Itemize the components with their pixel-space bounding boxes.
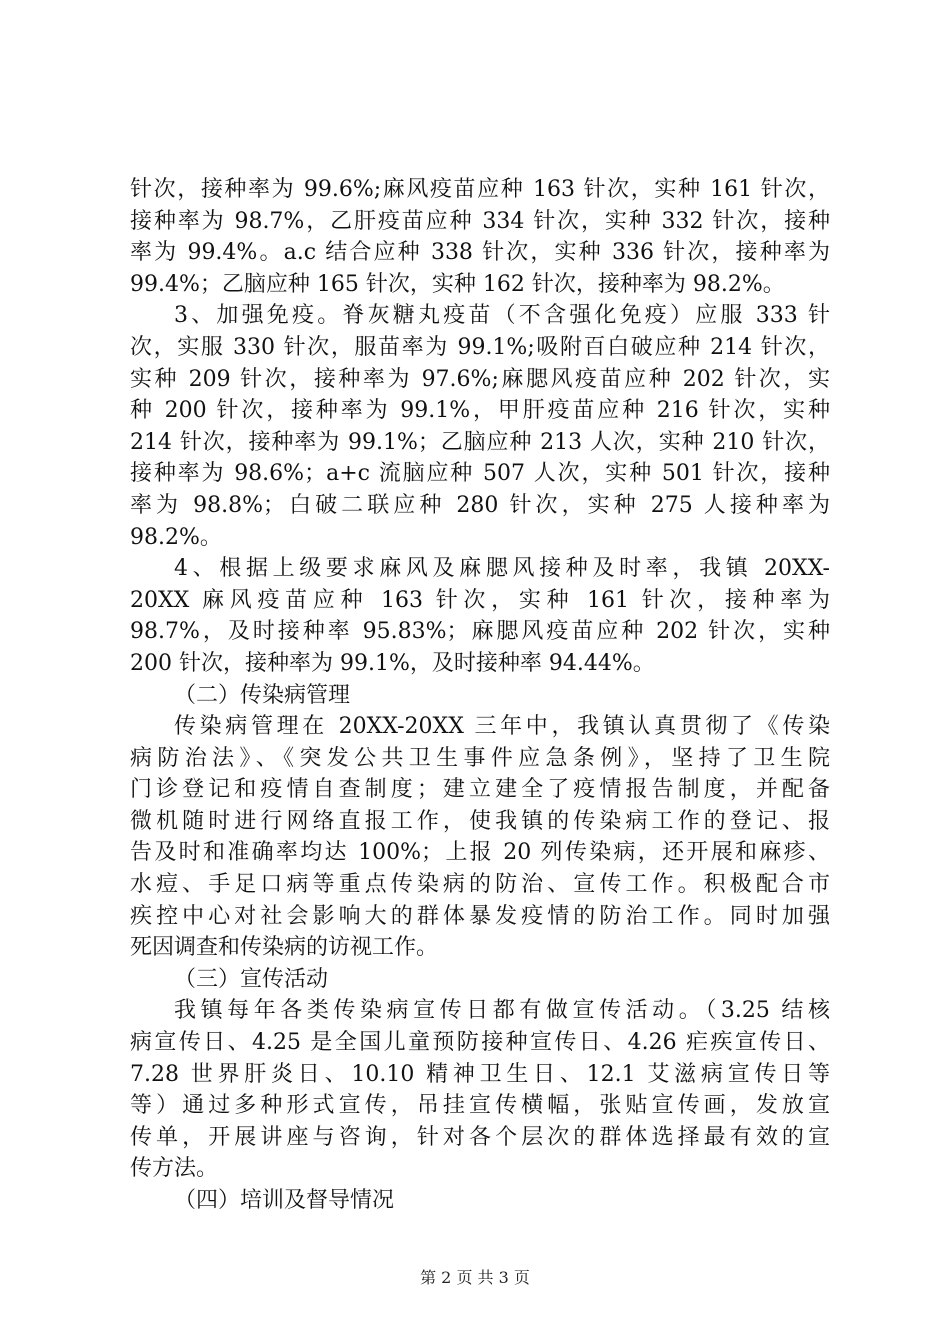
- text-line: 7.28 世界肝炎日、10.10 精神卫生日、12.1 艾滋病宣传日等: [130, 1061, 830, 1087]
- document-body: [130, 174, 830, 1217]
- text-line: 98.2%。: [130, 524, 222, 550]
- text-line: 3、加强免疫。脊灰糖丸疫苗（不含强化免疫）应服 333 针: [174, 303, 830, 329]
- page-footer: 第 2 页 共 3 页: [420, 1268, 530, 1287]
- text-line: 98.7%，及时接种率 95.83%；麻腮风疫苗应种 202 针次，实种: [130, 619, 830, 645]
- text-line: 传方法。: [130, 1156, 219, 1182]
- text-line: （二）传染病管理: [174, 682, 351, 708]
- text-line: 微机随时进行网络直报工作，使我镇的传染病工作的登记、报: [130, 808, 830, 834]
- text-line: 次，实服 330 针次，服苗率为 99.1%;吸附百白破应种 214 针次，: [130, 334, 830, 360]
- text-line: 实种 209 针次，接种率为 97.6%;麻腮风疫苗应种 202 针次，实: [130, 366, 830, 392]
- text-line: 接种率为 98.7%，乙肝疫苗应种 334 针次，实种 332 针次，接种: [130, 208, 830, 234]
- text-line: 门诊登记和疫情自查制度；建立建全了疫情报告制度，并配备: [130, 777, 830, 803]
- text-line: 4、根据上级要求麻风及麻腮风接种及时率，我镇 20XX-: [174, 556, 830, 582]
- text-line: 等）通过多种形式宣传，吊挂宣传横幅，张贴宣传画，发放宣: [130, 1093, 830, 1119]
- text-line: 传单，开展讲座与咨询，针对各个层次的群体选择最有效的宣: [130, 1124, 830, 1150]
- text-line: 99.4%；乙脑应种 165 针次，实种 162 针次，接种率为 98.2%。: [130, 271, 785, 297]
- text-line: 20XX 麻风疫苗应种 163 针次，实种 161 针次，接种率为: [130, 587, 830, 613]
- text-line: 针次，接种率为 99.6%;麻风疫苗应种 163 针次，实种 161 针次，: [130, 177, 830, 202]
- text-line: 病宣传日、4.25 是全国儿童预防接种宣传日、4.26 疟疾宣传日、: [130, 1030, 830, 1056]
- text-line: （三）宣传活动: [174, 966, 329, 992]
- text-line: 率为 98.8%；白破二联应种 280 针次，实种 275 人接种率为: [130, 492, 830, 518]
- text-line: 214 针次，接种率为 99.1%；乙脑应种 213 人次，实种 210 针次，: [130, 429, 830, 455]
- text-line: 病防治法》、《突发公共卫生事件应急条例》，坚持了卫生院: [130, 745, 830, 771]
- text-line: 告及时和准确率均达 100%；上报 20 列传染病，还开展和麻疹、: [130, 840, 830, 866]
- text-line: （四）培训及督导情况: [174, 1188, 395, 1213]
- text-line: 传染病管理在 20XX-20XX 三年中，我镇认真贯彻了《传染: [174, 714, 830, 740]
- text-line: 率为 99.4%。a.c 结合应种 338 针次，实种 336 针次，接种率为: [130, 240, 830, 266]
- text-line: 疾控中心对社会影响大的群体暴发疫情的防治工作。同时加强: [130, 903, 830, 929]
- text-line: 200 针次，接种率为 99.1%，及时接种率 94.44%。: [130, 650, 655, 676]
- text-line: 种 200 针次，接种率为 99.1%，甲肝疫苗应种 216 针次，实种: [130, 398, 830, 424]
- text-line: 接种率为 98.6%；a+c 流脑应种 507 人次，实种 501 针次，接种: [130, 461, 830, 487]
- text-line: 水痘、手足口病等重点传染病的防治、宣传工作。积极配合市: [130, 872, 830, 898]
- text-line: 我镇每年各类传染病宣传日都有做宣传活动。（3.25 结核: [174, 998, 830, 1024]
- text-line: 死因调查和传染病的访视工作。: [130, 935, 439, 961]
